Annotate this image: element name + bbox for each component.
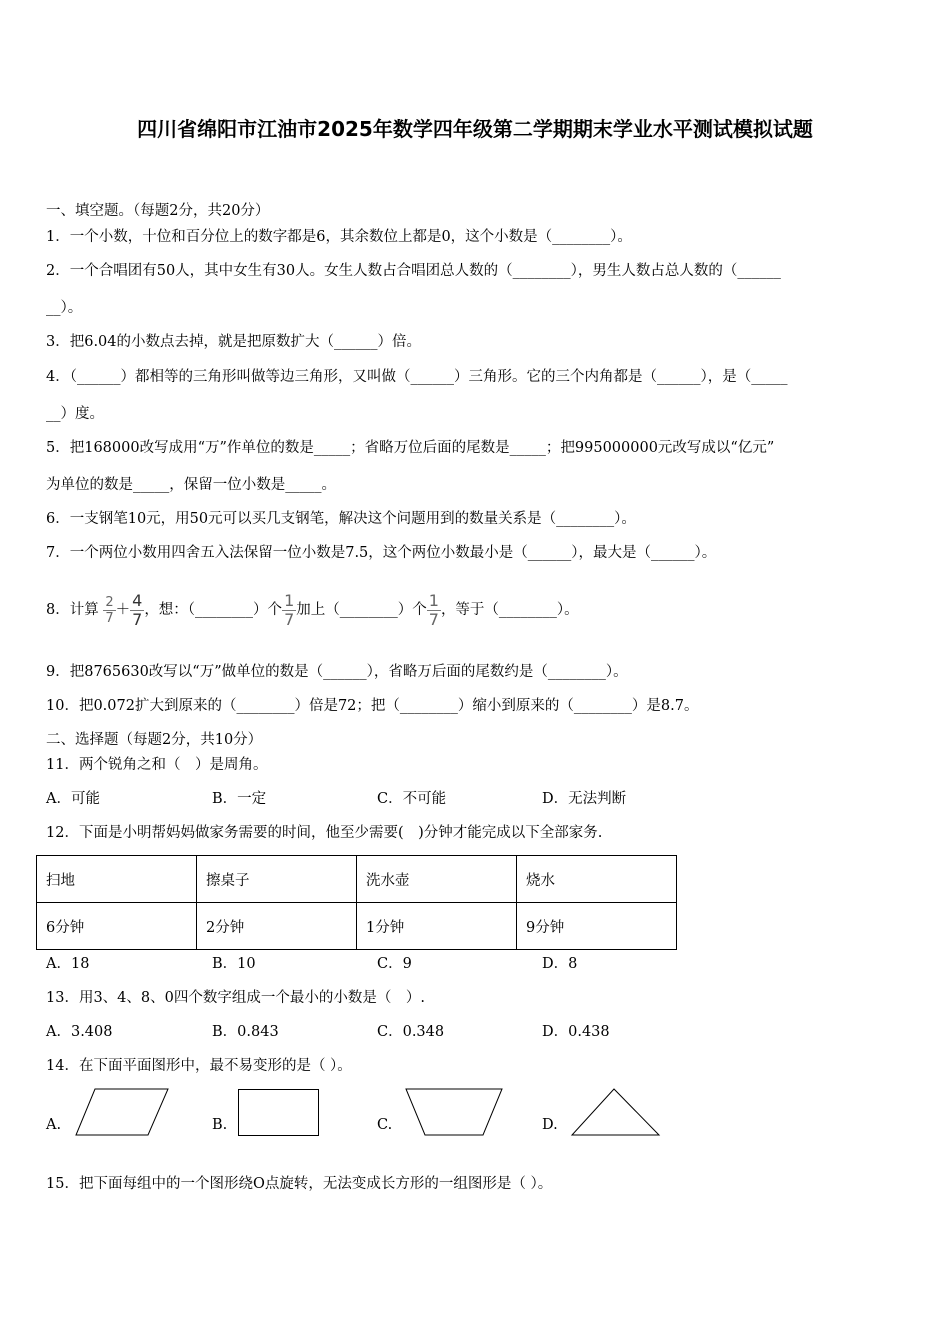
question-2-line-1: 2．一个合唱团有50人，其中女生有30人。女生人数占合唱团总人数的（________），男生人数占总人数的（______ <box>46 263 781 279</box>
question-3: 3．把6.04的小数点去掉，就是把原数扩大（______）倍。 <box>46 334 422 350</box>
question-2-line-2: __）。 <box>46 300 83 316</box>
section-1-heading: 一、填空题。（每题2分，共20分） <box>46 203 270 219</box>
question-4-line-1: 4．（______）都相等的三角形叫做等边三角形，又叫做（______）三角形。它的三个内角都是（______），是（_____ <box>46 369 788 385</box>
fraction-numerator: 1 <box>428 590 439 610</box>
q11-option-d[interactable]: D．无法判断 <box>542 791 627 807</box>
q11-option-a[interactable]: A．可能 <box>46 791 100 807</box>
question-5-line-2: 为单位的数是_____，保留一位小数是_____。 <box>46 477 336 493</box>
fraction-denominator: 7 <box>284 609 295 629</box>
parallelogram-shape[interactable] <box>74 1087 170 1137</box>
q12-option-c[interactable]: C．9 <box>377 956 412 972</box>
q13-option-b[interactable]: B．0.843 <box>212 1024 279 1040</box>
question-4-line-2: __）度。 <box>46 406 104 422</box>
question-15: 15．把下面每组中的一个图形绕O点旋转，无法变成长方形的一组图形是（ ）。 <box>46 1176 553 1192</box>
q14-option-d[interactable]: D. <box>542 1117 558 1133</box>
fraction-numerator: 1 <box>284 590 295 610</box>
q11-option-b[interactable]: B．一定 <box>212 791 267 807</box>
fraction-numerator: 2 <box>105 594 114 610</box>
plus-sign: ＋ <box>115 602 131 618</box>
q13-option-a[interactable]: A．3.408 <box>46 1024 113 1040</box>
q8-text-3: 加上（________）个 <box>296 602 427 618</box>
q12-option-d[interactable]: D．8 <box>542 956 578 972</box>
question-14: 14．在下面平面图形中，最不易变形的是（ ）。 <box>46 1058 352 1074</box>
table-header-cell: 洗水壶 <box>357 856 517 903</box>
fraction-denominator: 7 <box>132 609 143 629</box>
table-header-cell: 擦桌子 <box>197 856 357 903</box>
q8-text-2: ，想：（________）个 <box>144 602 283 618</box>
question-12: 12．下面是小明帮妈妈做家务需要的时间，他至少需要( )分钟才能完成以下全部家务. <box>46 825 603 841</box>
question-8 <box>46 588 579 632</box>
question-1: 1．一个小数，十位和百分位上的数字都是6，其余数位上都是0，这个小数是（________）。 <box>46 229 632 245</box>
fraction-denominator: 7 <box>105 610 114 626</box>
trapezoid-shape[interactable] <box>404 1087 504 1137</box>
q14-option-a[interactable]: A. <box>46 1117 62 1133</box>
q12-option-b[interactable]: B．10 <box>212 956 256 972</box>
fraction-denominator: 7 <box>428 609 439 629</box>
q11-option-c[interactable]: C．不可能 <box>377 791 447 807</box>
table-header-cell: 烧水 <box>517 856 677 903</box>
fraction-1-7-a <box>282 592 296 629</box>
q13-option-c[interactable]: C．0.348 <box>377 1024 445 1040</box>
question-9: 9．把8765630改写以“万”做单位的数是（______），省略万后面的尾数约是（________）。 <box>46 664 628 680</box>
rectangle-shape[interactable] <box>237 1088 321 1138</box>
table-cell: 6分钟 <box>37 903 197 950</box>
question-6: 6．一支钢笔10元，用50元可以买几支钢笔，解决这个问题用到的数量关系是（________）。 <box>46 511 636 527</box>
chores-table <box>36 855 677 950</box>
table-row <box>37 903 677 950</box>
fraction-2-7 <box>103 595 115 626</box>
fraction-1-7-b <box>427 592 441 629</box>
question-10: 10．把0.072扩大到原来的（________）倍是72；把（________）缩小到原来的（________）是8.7。 <box>46 698 699 714</box>
q12-option-a[interactable]: A．18 <box>46 956 90 972</box>
q13-option-d[interactable]: D．0.438 <box>542 1024 610 1040</box>
triangle-shape[interactable] <box>570 1087 662 1137</box>
table-cell: 2分钟 <box>197 903 357 950</box>
question-11: 11．两个锐角之和（ ）是周角。 <box>46 757 268 773</box>
question-7: 7．一个两位小数用四舍五入法保留一位小数是7.5，这个两位小数最小是（______），最大是（______）。 <box>46 545 717 561</box>
table-header-cell: 扫地 <box>37 856 197 903</box>
question-5-line-1: 5．把168000改写成用“万”作单位的数是_____；省略万位后面的尾数是_____；把995000000元改写成以“亿元” <box>46 440 775 456</box>
q8-text-1: 8．计算 <box>46 602 99 618</box>
table-cell: 9分钟 <box>517 903 677 950</box>
table-cell: 1分钟 <box>357 903 517 950</box>
page-title: 四川省绵阳市江油市2025年数学四年级第二学期期末学业水平测试模拟试题 <box>137 117 813 141</box>
fraction-numerator: 4 <box>132 590 143 610</box>
q14-option-b[interactable]: B. <box>212 1117 228 1133</box>
q14-option-c[interactable]: C. <box>377 1117 393 1133</box>
section-2-heading: 二、选择题（每题2分，共10分） <box>46 732 263 748</box>
question-13: 13．用3、4、8、0四个数字组成一个最小的小数是（ ）. <box>46 990 425 1006</box>
fraction-4-7 <box>130 592 144 629</box>
table-row <box>37 856 677 903</box>
q8-text-4: ，等于（________）。 <box>440 602 579 618</box>
